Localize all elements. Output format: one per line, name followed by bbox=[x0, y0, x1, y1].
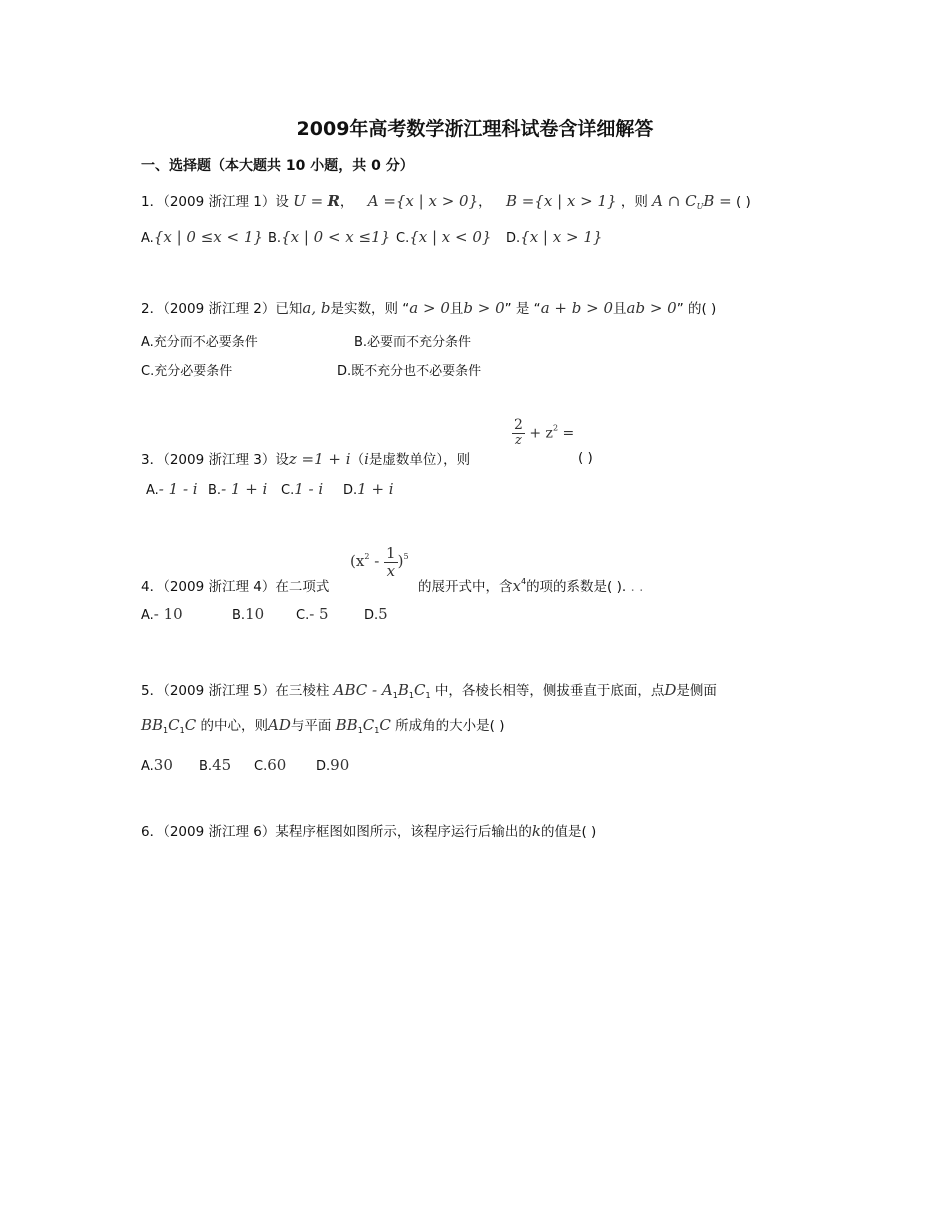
q4-option-d[interactable]: D.5 bbox=[364, 605, 388, 623]
page-title: 2009年高考数学浙江理科试卷含详细解答 bbox=[296, 118, 654, 140]
q1-prefix: 1．（2009 浙江理 1）设 bbox=[141, 194, 289, 210]
question-3: 3．（2009 浙江理 3）设z =1 + i（i是虚数单位），则 bbox=[141, 450, 471, 468]
q1-U: U = bbox=[293, 192, 324, 210]
q3-expression: $\frac{2}{z}$ + $z^2$ = bbox=[514, 417, 575, 449]
q4-option-a[interactable]: A.- 10 bbox=[141, 605, 183, 623]
q3-paren: ( ) bbox=[578, 450, 593, 466]
q1-set-A: A ={x | x > 0} bbox=[367, 192, 479, 210]
q3-option-c[interactable]: C.1 - i bbox=[281, 480, 324, 498]
q5-option-c[interactable]: C.60 bbox=[254, 756, 287, 774]
question-5-line-1: 5．（2009 浙江理 5）在三棱柱 ABC - $A_1B_1C_1$ 中，各棱长相等，侧拔垂直于底面，点D是侧面 bbox=[141, 681, 717, 700]
q2-option-c[interactable]: C.充分必要条件 bbox=[141, 364, 233, 379]
question-4-prefix: 4．（2009 浙江理 4）在二项式 bbox=[141, 579, 330, 595]
question-6: 6．（2009 浙江理 6）某程序框图如图所示，该程序运行后输出的k的值是( ) bbox=[141, 822, 597, 840]
q1-R: R bbox=[327, 192, 340, 210]
q1-option-c[interactable]: C.{x | x < 0} bbox=[396, 228, 492, 246]
q1-expr2: B = bbox=[703, 192, 732, 210]
q4-option-b[interactable]: B.10 bbox=[232, 605, 265, 623]
question-1: 1．（2009 浙江理 1）设 U = R， A ={x | x > 0}， B ={x | x > 1} ，则 A ∩ $C_UB$ = ( ) bbox=[141, 192, 751, 211]
q2-option-b[interactable]: B.必要而不充分条件 bbox=[354, 335, 472, 350]
q2-option-a[interactable]: A.充分而不必要条件 bbox=[141, 335, 258, 350]
q3-option-d[interactable]: D.1 + i bbox=[343, 480, 394, 498]
question-2: 2．（2009 浙江理 2）已知a, b是实数，则 “a > 0且b > 0” 是 “a + b > 0且ab > 0” 的( ) bbox=[141, 299, 717, 317]
q3-option-b[interactable]: B.- 1 + i bbox=[208, 480, 268, 498]
q4-rest: 的展开式中，含$x^4$的项的系数是( ). . . bbox=[418, 577, 644, 595]
section-heading: 一、选择题（本大题共 10 小题，共 0 分） bbox=[141, 158, 414, 174]
question-5-line-2: $BB_1C_1C$ 的中心，则AD与平面 $BB_1C_1C$ 所成角的大小是( ) bbox=[141, 716, 505, 735]
q1-option-b[interactable]: B.{x | 0 < x ≤1} bbox=[268, 228, 391, 246]
q5-option-b[interactable]: B.45 bbox=[199, 756, 232, 774]
q1-option-a[interactable]: A.{x | 0 ≤x < 1} bbox=[141, 228, 263, 246]
q1-paren: ( ) bbox=[735, 194, 751, 210]
q2-option-d[interactable]: D.既不充分也不必要条件 bbox=[337, 364, 482, 379]
q4-binomial: ($x^2$ - $\frac{1}{x}$ )$^5$ bbox=[350, 544, 409, 580]
q1-then: ，则 bbox=[620, 194, 648, 210]
q5-option-a[interactable]: A.30 bbox=[141, 756, 173, 774]
q3-option-a[interactable]: A.- 1 - i bbox=[146, 480, 198, 498]
q1-set-B: B ={x | x > 1} bbox=[505, 192, 617, 210]
q1-expr-sub: U bbox=[696, 202, 704, 211]
q5-option-d[interactable]: D.90 bbox=[316, 756, 350, 774]
q1-option-d[interactable]: D.{x | x > 1} bbox=[506, 228, 603, 246]
q4-option-c[interactable]: C.- 5 bbox=[296, 605, 329, 623]
q1-expr: A ∩ C bbox=[652, 192, 697, 210]
